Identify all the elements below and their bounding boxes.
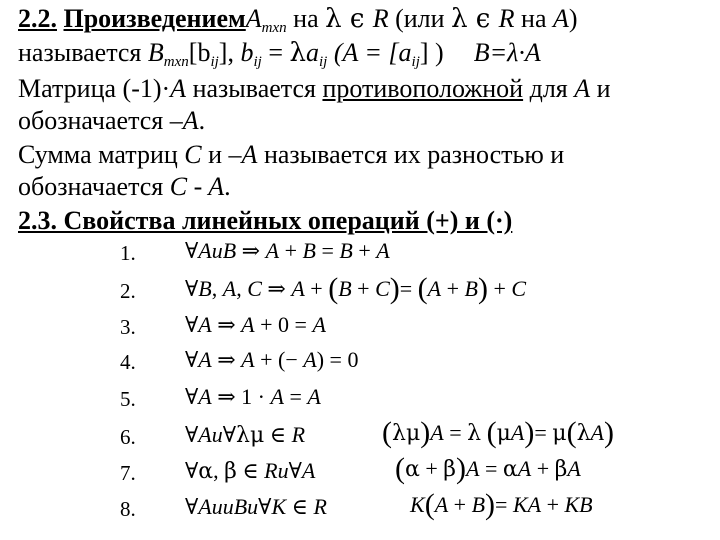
item-number-6: 6. [120, 425, 136, 449]
index-ij-2: ij [253, 54, 262, 70]
element-b: b [240, 38, 254, 67]
property-5: ∀A ⇒ 1 · A = A [185, 384, 321, 410]
item-number-4: 4. [120, 350, 136, 374]
text-denoted: обозначается – [18, 106, 183, 135]
property-3: ∀A ⇒ A + 0 = A [185, 312, 326, 338]
index-ij: ij [210, 54, 219, 70]
property-8-condition: ∀AuuBu∀K ∈ R [185, 494, 327, 520]
text-called-2: называется [186, 74, 323, 103]
property-8-formula: K(A + B)= KA + KB [410, 488, 593, 521]
item-number-5: 5. [120, 387, 136, 411]
period-2: . [224, 172, 231, 201]
property-2: ∀B, A, C ⇒ A + (B + C)= (A + B) + C [185, 272, 527, 305]
lambda-3: λ [289, 38, 306, 68]
formula-c-minus-a: C - A [169, 172, 225, 201]
definition-line-2 [18, 38, 708, 68]
matrix-a-4: A [574, 74, 591, 103]
property-7-formula: (α + β)A = αA + βA [395, 452, 581, 485]
formula-b-lambda-a: B=λ·A [473, 38, 541, 67]
text-na: на [286, 4, 326, 33]
section-heading-2-3: 2.3. Свойства линейных операций (+) и (·) [18, 206, 513, 235]
index-ij-3: ij [318, 54, 328, 70]
item-number-1: 1. [120, 241, 136, 265]
matrix-a-6: A [241, 140, 258, 169]
term-product: Произведением [63, 4, 246, 33]
element-of-2: ϵ [467, 4, 499, 34]
text-denoted-2: обозначается [18, 172, 170, 201]
property-6-condition: ∀Au∀λμ ∈ R [185, 422, 306, 448]
real-set: R [372, 4, 389, 33]
definition-heading-line [18, 4, 708, 34]
index-ij-4: ij [411, 54, 420, 70]
text-ili: (или [388, 4, 452, 33]
difference-line [18, 140, 708, 170]
opposite-notation-line [18, 106, 708, 136]
section-number-2-2: 2.2. [18, 4, 57, 33]
property-6-formula: (λμ)A = λ (μA)= μ(λA) [382, 416, 614, 449]
lambda: λ [325, 4, 342, 34]
text-matrix-minus-one: Матрица (-1)· [18, 74, 171, 103]
matrix-a: A [245, 4, 262, 33]
matrix-a-5: A [182, 106, 199, 135]
matrix-c: C [184, 140, 202, 169]
bracket-b: [b [188, 38, 211, 67]
matrix-b: B [147, 38, 164, 67]
property-4: ∀A ⇒ A + (− A) = 0 [185, 347, 359, 373]
text-sum-matrices: Сумма матриц [18, 140, 185, 169]
term-opposite: противоположной [322, 74, 524, 103]
paren-a-def: (A = [a [327, 38, 412, 67]
item-number-2: 2. [120, 279, 136, 303]
property-1: ∀AuB ⇒ A + B = B + A [185, 238, 390, 264]
text-and-minus: и – [201, 140, 242, 169]
opposite-matrix-line [18, 74, 708, 104]
equals: = [261, 38, 290, 67]
lambda-2: λ [451, 4, 468, 34]
bracket-close: ], [218, 38, 241, 67]
text-for: для [523, 74, 575, 103]
element-a: a [305, 38, 319, 67]
matrix-a-2: A [553, 4, 569, 33]
difference-notation-line [18, 172, 708, 202]
property-7-condition: ∀α, β ∈ Ru∀A [185, 458, 316, 484]
element-of: ϵ [341, 4, 373, 34]
dim-mxn-b: mxn [163, 54, 189, 70]
period: . [198, 106, 206, 135]
matrix-a-3: A [170, 74, 187, 103]
item-number-7: 7. [120, 461, 136, 485]
dim-mxn: mxn [261, 20, 287, 36]
item-number-8: 8. [120, 497, 136, 521]
close-paren: ) [568, 4, 578, 33]
text-na-2: на [514, 4, 553, 33]
paren-close: ] ) [419, 38, 444, 67]
real-set-2: R [498, 4, 515, 33]
item-number-3: 3. [120, 315, 136, 339]
text-and: и [590, 74, 611, 103]
text-called-difference: называется их разностью и [257, 140, 565, 169]
text-called: называется [18, 38, 148, 67]
